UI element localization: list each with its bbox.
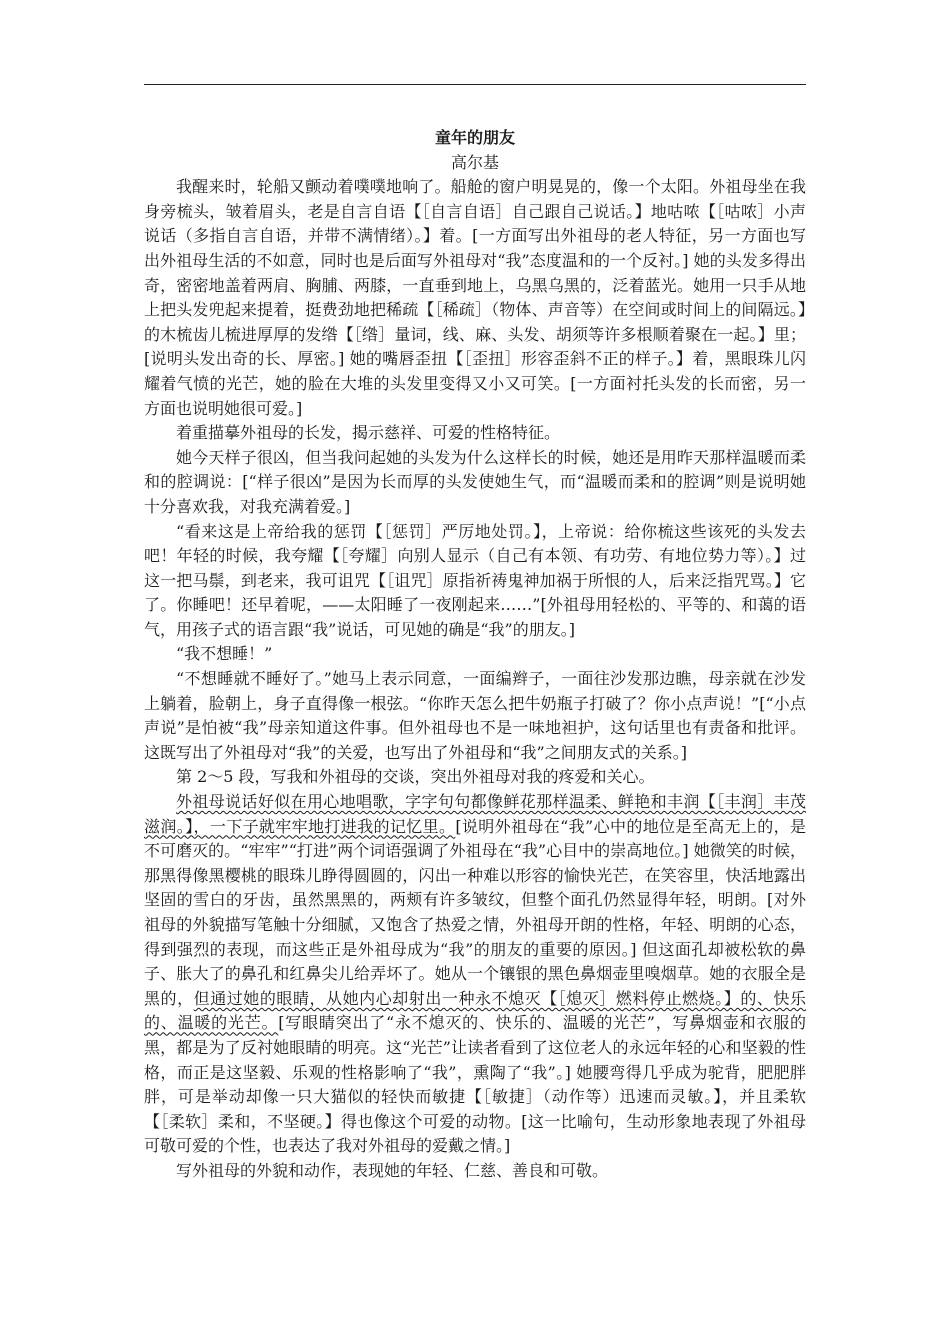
paragraph	[144, 667, 806, 765]
paragraph-container	[144, 175, 806, 1183]
paragraph-text: [说明外祖母在“我”心中的地位是至高无上的，是不可磨灭的。“牢牢”“打进”两个词语强调了外祖母在“我”心目中的崇高地位。] 她微笑的时候，那黑得像黑樱桃的眼珠儿睁得圆圆的，闪出一种难以形容的愉快光芒，在笑容里，快活地露出坚固的雪白的牙齿，虽然黑黑的，两颊有许多皱纹，但整个面孔仍然显得年轻，明朗。[对外祖母的外貌描写笔触十分细腻，又饱含了热爱之情，外祖母开朗的性格，年轻、明朗的心态，得到强烈的表现，而这些正是外祖母成为“我”的朋友的重要的原因。] 但这面孔却被松软的鼻子、胀大了的鼻孔和红鼻尖儿给弄坏了。她从一个镶银的黑色鼻烟壶里嗅烟草。她的衣服全是黑的，	[144, 816, 806, 1008]
paragraph-text: “看来这是上帝给我的惩罚【［惩罚］严厉地处罚。】，上帝说：给你梳这些该死的头发去吧！年轻的时候，我夸耀【［夸耀］向别人显示（自己有本领、有功劳、有地位势力等）。】过这一把马鬃，到老来，我可诅咒【［诅咒］原指祈祷鬼神加祸于所恨的人，后来泛指咒骂。】它了。你睡吧！还早着呢，——太阳睡了一夜刚起来……”[外祖母用轻松的、平等的、和蔼的语气，用孩子式的语言跟“我”说话，可见她的确是“我”的朋友。]	[144, 521, 806, 639]
paragraph	[144, 1159, 806, 1184]
underlined-text: 外祖母说话好似在用心地唱歌，字字句句都像鲜花那样温柔、鲜艳和丰润【［丰润］丰茂滋润。】，一下子就牢牢地打进我的记忆里。	[144, 792, 806, 836]
paragraph-text: 第 2～5 段，写我和外祖母的交谈，突出外祖母对我的疼爱和关心。	[176, 767, 655, 787]
paragraph-text: 写外祖母的外貌和动作，表现她的年轻、仁慈、善良和可敬。	[176, 1160, 609, 1180]
header-rule	[144, 84, 806, 85]
document-author: 高尔基	[450, 152, 499, 172]
paragraph	[144, 421, 806, 446]
underlined-text: 但通过她的眼睛，从她内心却射出一种永不熄灭【［熄灭］燃料停止燃烧。】的、快乐的、温暖的光芒。	[144, 988, 806, 1033]
paragraph-text: 她今天样子很凶，但当我问起她的头发为什么这样长的时候，她还是用昨天那样温暖而柔和的腔调说：[“样子很凶”是因为长而厚的头发使她生气，而“温暖而柔和的腔调”则是说明她十分喜欢我，对我充满着爱。]	[144, 447, 806, 516]
paragraph-text: “不想睡就不睡好了。”她马上表示同意，一面编辫子，一面往沙发那边瞧，母亲就在沙发上躺着，脸朝上，身子直得像一根弦。“你昨天怎么把牛奶瓶子打破了？你小点声说！”[“小点声说”是怕被“我”母亲知道这件事。但外祖母也不是一味地袒护，这句话里也有责备和批评。这既写出了外祖母对“我”的关爱，也写出了外祖母和“我”之间朋友式的关系。]	[144, 669, 806, 762]
paragraph	[144, 175, 806, 421]
paragraph	[144, 790, 806, 1159]
paragraph	[144, 642, 806, 667]
paragraph-text: 我醒来时，轮船又颤动着噗噗地响了。船舱的窗户明晃晃的，像一个太阳。外祖母坐在我身旁梳头，皱着眉头，老是自言自语【［自言自语］自己跟自己说话。】地咕哝【［咕哝］小声说话（多指自言自语，并带不满情绪）。】着。[一方面写出外祖母的老人特征，另一方面也写出外祖母生活的不如意，同时也是后面写外祖母对“我”态度温和的一个反衬。] 她的头发多得出奇，密密地盖着两肩、胸脯、两膝，一直垂到地上，乌黑乌黑的，泛着蓝光。她用一只手从地上把头发兜起来提着，挺费劲地把稀疏【［稀疏］（物体、声音等）在空间或时间上的间隔远。】的木梳齿儿梳进厚厚的发绺【［绺］量词，线、麻、头发、胡须等许多根顺着聚在一起。】里；[说明头发出奇的长、厚密。] 她的嘴唇歪扭【［歪扭］形容歪斜不正的样子。】着，黑眼珠儿闪耀着气愤的光芒，她的脸在大堆的头发里变得又小又可笑。[一方面衬托头发的长而密，另一方面也说明她很可爱。]	[144, 177, 806, 418]
document-title: 童年的朋友	[434, 128, 515, 147]
paragraph-text: [写眼睛突出了“永不熄灭的、快乐的、温暖的光芒”，写鼻烟壶和衣服的黑，都是为了反衬她眼睛的明亮。这“光芒”让读者看到了这位老人的永远年轻的心和坚毅的性格，而正是这坚毅、乐观的性格影响了“我”，熏陶了“我”。] 她腰弯得几乎成为驼背，肥肥胖胖，可是举动却像一只大猫似的轻快而敏捷【［敏捷］（动作等）迅速而灵敏。】，并且柔软【［柔软］柔和，不坚硬。】得也像这个可爱的动物。[这一比喻句，生动形象地表现了外祖母可敬可爱的个性，也表达了我对外祖母的爱戴之情。]	[144, 1013, 806, 1156]
paragraph-text: “我不想睡！”	[176, 644, 273, 664]
paragraph	[144, 520, 806, 643]
document-body	[144, 126, 806, 1184]
paragraph	[144, 765, 806, 790]
paragraph	[144, 446, 806, 520]
paragraph-text: 着重描摹外祖母的长发，揭示慈祥、可爱的性格特征。	[176, 423, 561, 443]
